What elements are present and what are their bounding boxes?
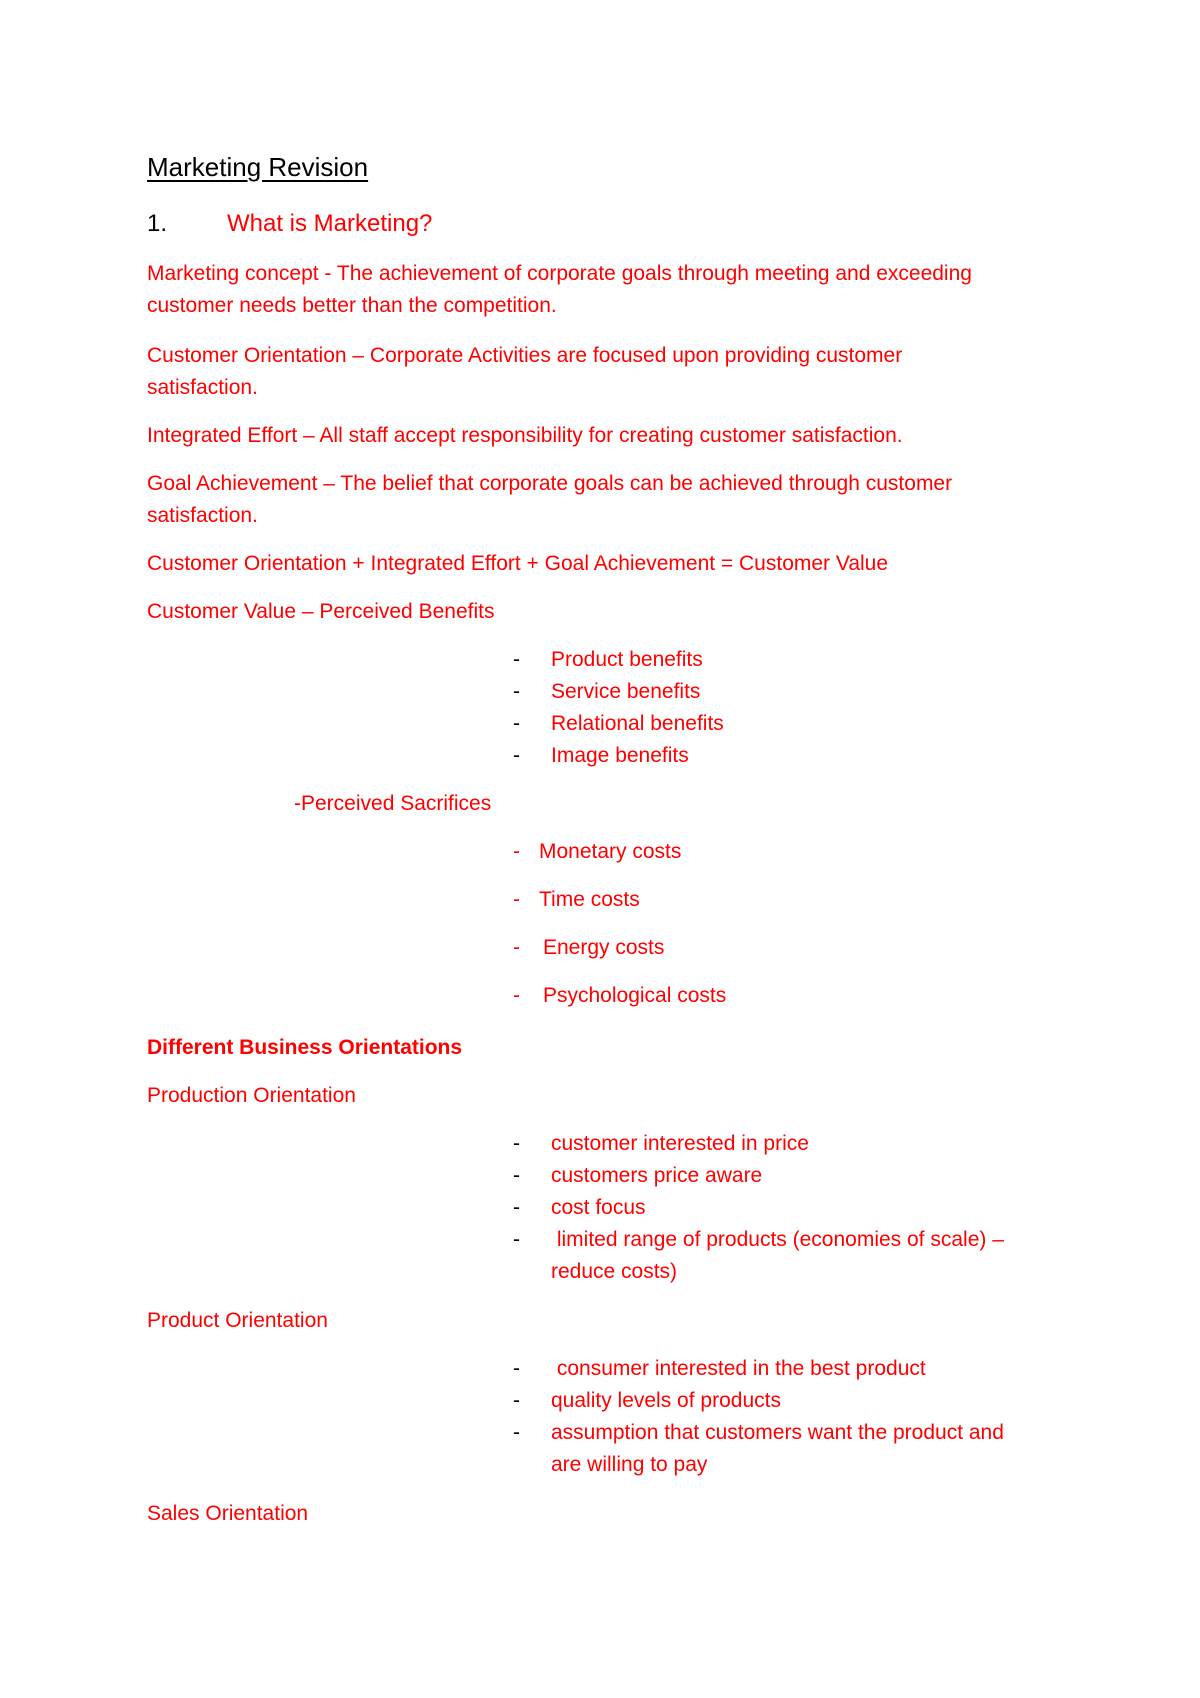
paragraph-line: Customer Orientation + Integrated Effort + Goal Achievement = Customer Value bbox=[147, 552, 889, 575]
list-item: - Monetary costs bbox=[513, 836, 681, 868]
list-item: - Service benefits bbox=[513, 676, 700, 708]
bullet-dash: - bbox=[513, 1196, 520, 1219]
paragraph-line: Customer Orientation – Corporate Activities are focused upon providing customer bbox=[147, 344, 903, 367]
list-item: - Image benefits bbox=[513, 740, 689, 772]
list-item: - consumer interested in the best product bbox=[513, 1353, 926, 1385]
bullet-dash: - bbox=[513, 888, 520, 911]
bullet-dash: - bbox=[513, 680, 520, 703]
paragraph-line: Marketing concept - The achievement of corporate goals through meeting and exceeding bbox=[147, 262, 972, 285]
bullet-dash: - bbox=[513, 936, 520, 959]
paragraph-line: satisfaction. bbox=[147, 376, 258, 399]
list-item: - Product benefits bbox=[513, 644, 703, 676]
bullet-dash: - bbox=[513, 1228, 520, 1251]
list-item-continuation: are willing to pay bbox=[551, 1453, 708, 1476]
list-item: - Psychological costs bbox=[513, 980, 726, 1012]
bullet-dash: - bbox=[513, 1357, 520, 1380]
bullet-dash: - bbox=[513, 840, 520, 863]
list-item: - cost focus bbox=[513, 1192, 646, 1224]
paragraph-line: satisfaction. bbox=[147, 504, 258, 527]
section-number: 1. bbox=[147, 210, 168, 237]
list-item-continuation: reduce costs) bbox=[551, 1260, 678, 1283]
bullet-dash: - bbox=[513, 648, 520, 671]
paragraph-line: Production Orientation bbox=[147, 1084, 356, 1107]
bullet-dash: - bbox=[513, 1132, 520, 1155]
list-item: - quality levels of products bbox=[513, 1385, 781, 1417]
bullet-dash: - bbox=[513, 1389, 520, 1412]
bullet-dash: - bbox=[513, 744, 520, 767]
paragraph-line: -Perceived Sacrifices bbox=[294, 792, 492, 815]
section-heading bbox=[147, 208, 432, 240]
paragraph-line: Customer Value – Perceived Benefits bbox=[147, 600, 495, 623]
paragraph-line: customer needs better than the competition. bbox=[147, 294, 557, 317]
bullet-dash: - bbox=[513, 712, 520, 735]
paragraph-line: Goal Achievement – The belief that corporate goals can be achieved through customer bbox=[147, 472, 953, 495]
list-item: - assumption that customers want the product and bbox=[513, 1417, 1004, 1449]
document-title: Marketing Revision bbox=[147, 152, 369, 182]
section-title: What is Marketing? bbox=[227, 210, 433, 237]
list-item: - customer interested in price bbox=[513, 1128, 809, 1160]
subheading: Different Business Orientations bbox=[147, 1036, 463, 1059]
bullet-dash: - bbox=[513, 1421, 520, 1444]
list-item: - Energy costs bbox=[513, 932, 664, 964]
paragraph-line: Sales Orientation bbox=[147, 1502, 309, 1525]
paragraph-line: Integrated Effort – All staff accept responsibility for creating customer satisfaction. bbox=[147, 424, 903, 447]
list-item: - Relational benefits bbox=[513, 708, 724, 740]
list-item: - Time costs bbox=[513, 884, 640, 916]
bullet-dash: - bbox=[513, 1164, 520, 1187]
list-item: - customers price aware bbox=[513, 1160, 762, 1192]
list-item: - limited range of products (economies of scale) – bbox=[513, 1224, 1004, 1256]
paragraph-line: Product Orientation bbox=[147, 1309, 328, 1332]
bullet-dash: - bbox=[513, 984, 520, 1007]
